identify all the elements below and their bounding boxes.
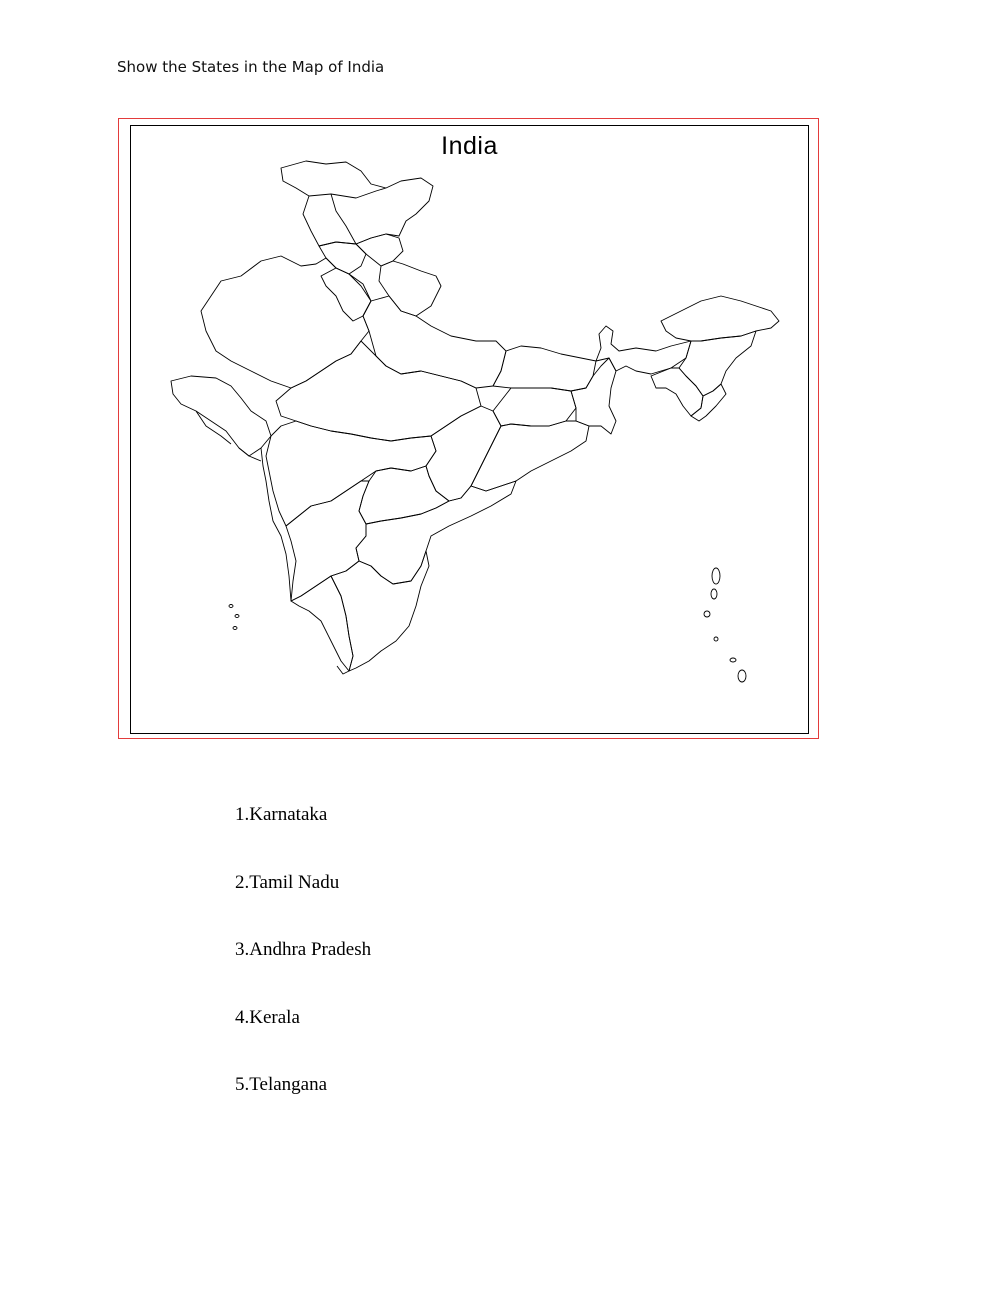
list-item: 3.Andhra Pradesh — [235, 939, 372, 960]
page-title: Show the States in the Map of India — [117, 58, 385, 76]
state-outline — [379, 261, 441, 316]
state-outline — [331, 551, 429, 671]
state-outline — [651, 368, 703, 416]
island-outline — [730, 658, 736, 662]
state-outline — [596, 326, 691, 374]
state-outline — [281, 161, 433, 246]
state-outline — [359, 466, 449, 524]
state-outline — [471, 421, 589, 491]
list-item: 2.Tamil Nadu — [235, 871, 340, 893]
island-outline — [233, 627, 237, 630]
map-title: India — [441, 132, 498, 160]
state-outline — [171, 376, 271, 456]
state-outline — [661, 296, 779, 341]
list-item: 1.Karnataka — [235, 804, 328, 825]
island-outline — [235, 615, 239, 618]
map-frame — [118, 118, 819, 739]
state-outline — [266, 421, 436, 526]
state-outline — [571, 358, 616, 434]
state-outline — [286, 481, 369, 601]
island-outline — [714, 637, 718, 641]
india-outline-map — [131, 126, 810, 735]
list-item: 5.Telangana — [235, 1074, 328, 1095]
state-outline — [321, 268, 371, 321]
list-item: 4.Kerala — [235, 1006, 300, 1028]
island-outline — [229, 605, 233, 608]
state-outline — [309, 188, 386, 244]
island-outline — [712, 568, 720, 584]
map-panel — [130, 125, 809, 734]
state-outline — [493, 388, 576, 426]
state-outline — [196, 411, 261, 461]
island-outline — [738, 670, 746, 682]
state-outline — [493, 346, 596, 391]
island-outline — [704, 611, 710, 617]
island-outline — [711, 589, 717, 599]
state-list — [235, 803, 371, 1141]
state-outline — [426, 406, 501, 501]
state-outline — [201, 256, 371, 388]
state-outline — [276, 341, 481, 441]
state-outline — [356, 481, 516, 584]
state-outline — [291, 576, 353, 671]
state-outline — [261, 448, 349, 674]
state-outline — [691, 384, 726, 421]
